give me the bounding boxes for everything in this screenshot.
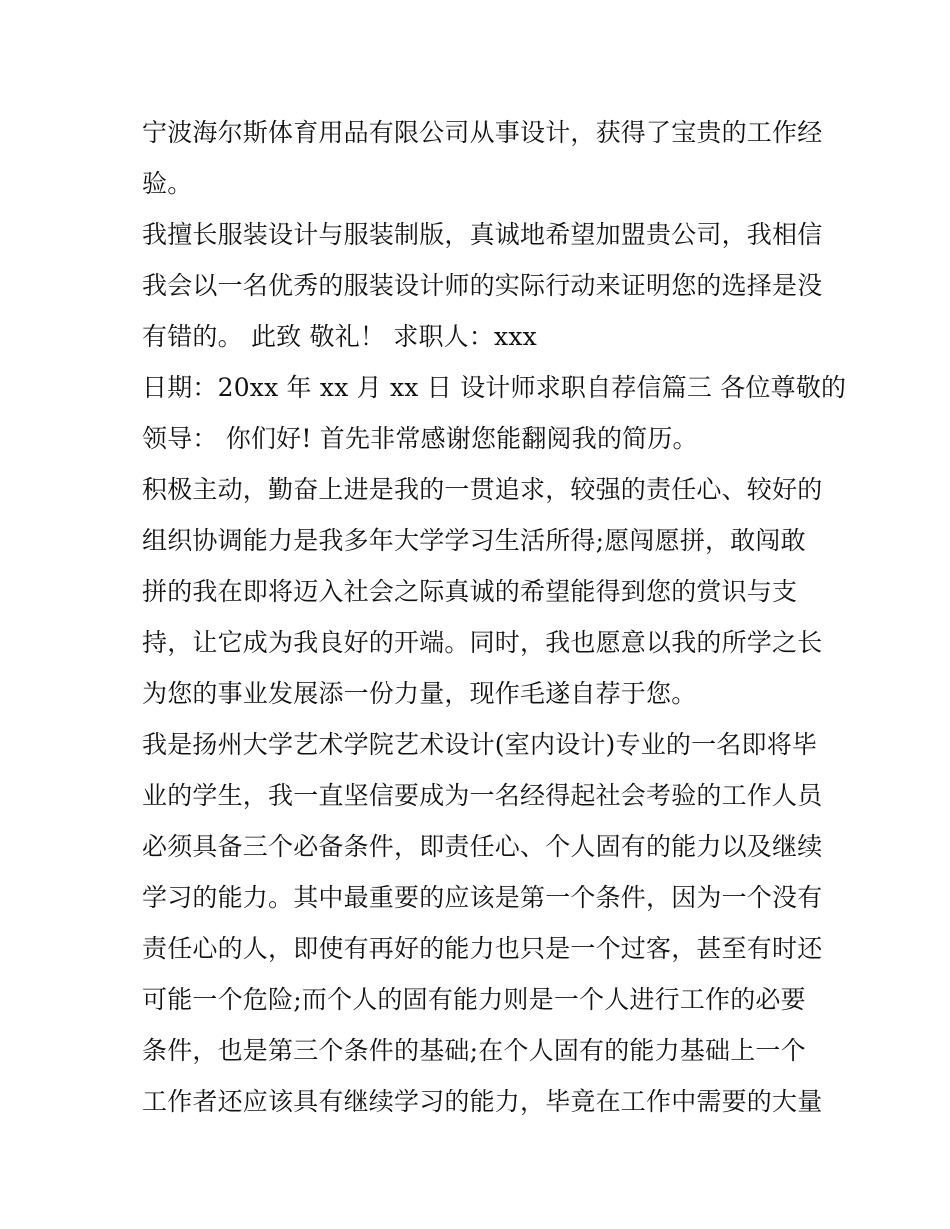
text-line: 学习的能力。其中最重要的应该是第一个条件，因为一个没有 (142, 883, 823, 912)
text-line: 可能一个危险;而个人的固有能力则是一个人进行工作的必要 (142, 985, 806, 1014)
text-line: 我是扬州大学艺术学院艺术设计(室内设计)专业的一名即将毕 (142, 730, 818, 759)
text-line: 验。 (142, 169, 193, 198)
text-line: 我会以一名优秀的服装设计师的实际行动来证明您的选择是没 (142, 271, 823, 300)
text-line: 工作者还应该具有继续学习的能力，毕竟在工作中需要的大量 (142, 1087, 823, 1116)
text-line: 宁波海尔斯体育用品有限公司从事设计，获得了宝贵的工作经 (142, 118, 823, 147)
text-line: 业的学生，我一直坚信要成为一名经得起社会考验的工作人员 (142, 781, 823, 810)
text-line: 组织协调能力是我多年大学学习生活所得;愿闯愿拼，敢闯敢 (142, 526, 806, 555)
text-line: 为您的事业发展添一份力量，现作毛遂自荐于您。 (142, 679, 697, 708)
text-line: 条件，也是第三个条件的基础;在个人固有的能力基础上一个 (142, 1036, 806, 1065)
text-line: 积极主动，勤奋上进是我的一贯追求，较强的责任心、较好的 (142, 475, 823, 504)
text-line: 必须具备三个必备条件，即责任心、个人固有的能力以及继续 (142, 832, 823, 861)
text-line: 我擅长服装设计与服装制版，真诚地希望加盟贵公司，我相信 (142, 220, 823, 249)
text-line: 领导： 你们好! 首先非常感谢您能翻阅我的简历。 (142, 424, 698, 453)
document-body (142, 107, 847, 1127)
text-line: 日期：20xx 年 xx 月 xx 日 设计师求职自荐信篇三 各位尊敬的 (142, 373, 847, 402)
text-line: 持，让它成为我良好的开端。同时，我也愿意以我的所学之长 (142, 628, 823, 657)
text-line: 责任心的人，即使有再好的能力也只是一个过客，甚至有时还 (142, 934, 823, 963)
text-line: 拼的我在即将迈入社会之际真诚的希望能得到您的赏识与支 (142, 577, 798, 606)
text-line: 有错的。 此致 敬礼！ 求职人：xxx (142, 322, 537, 351)
